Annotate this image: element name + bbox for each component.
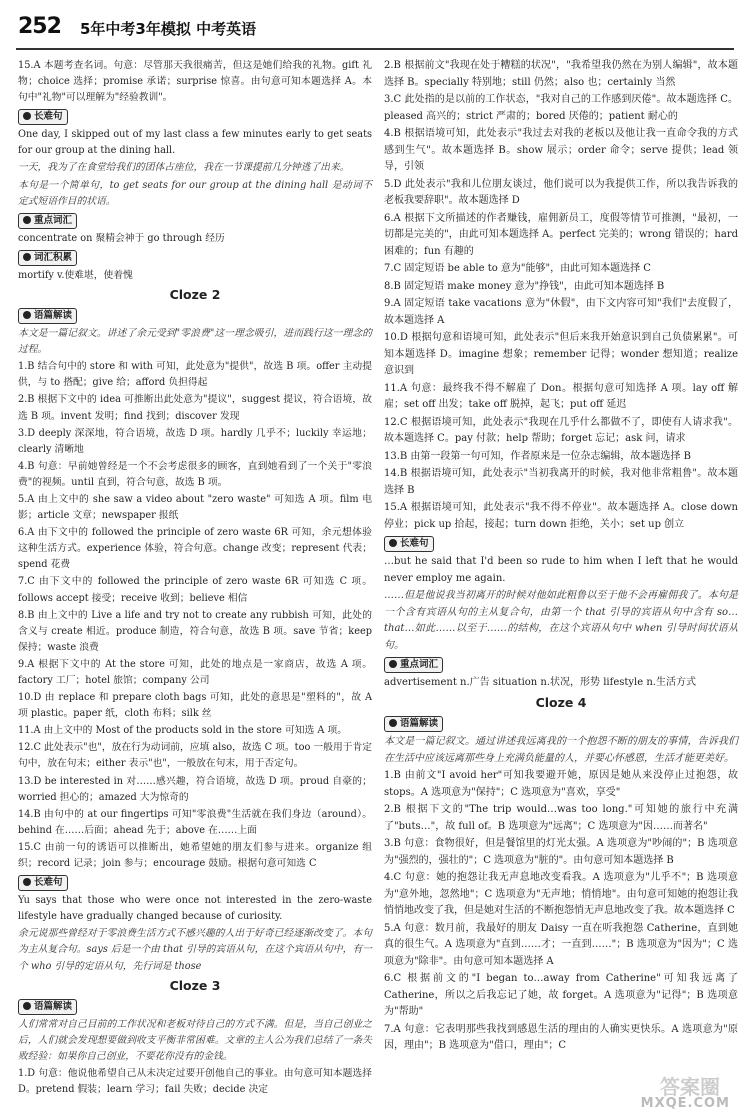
badge-label: 长难句	[400, 538, 429, 549]
page-header	[0, 0, 750, 50]
answer-paragraph: 1.D 句意：他说他希望自己从未决定过要开创他自己的事业。由句意可知本题选择 D。pretend 假装；learn 学习；fail 失败；decide 决定	[18, 1067, 372, 1096]
answer-paragraph: 15.A 根据语境可知，此处表示"我不得不停业"。故本题选择 A。close down 停业；pick up 拾起，接起；turn down 拒绝，关小；set up 创立	[384, 502, 738, 530]
answer-paragraph: 4.C 句意：她的抱怨让我无声息地改变看我。A 选项意为"儿乎不"；B 选项意为"意外地，忽然地"；C 选项意为"无声地；悄悄地"。由句意可知她的抱怨让我悄悄地改变了我，但是她对生活的不断抱怨悄无声息地改变了我。故本题选择 C	[384, 872, 738, 916]
answer-paragraph: 3.C 此处指的是以前的工作状态，"我对自己的工作感到厌倦"。故本题选择 C。pleased 高兴的；strict 严肃的；bored 厌倦的；patient 耐心的	[384, 94, 738, 122]
badge-label: 语篇解读	[400, 718, 439, 729]
answer-paragraph: 14.B 根据语境可知，此处表示"当初我离开的时候，我对他非常粗鲁"。故本题选择 B	[384, 468, 738, 496]
badge-row	[18, 306, 372, 326]
answer-paragraph: 12.C 根据语境可知，此处表示"我现在几乎什么都做不了，即使有人请求我"。故本题选择 C。pay 付款；help 帮助；forget 忘记；ask 问，请求	[384, 416, 738, 444]
badge-dot-icon	[23, 216, 31, 224]
badge-label: 语篇解读	[34, 1000, 73, 1012]
badge-label: 语篇解读	[34, 310, 73, 322]
annotation-note: 人们常常对自己目前的工作状况和老板对待自己的方式不满。但是，当自己创业之后，人们就会发现想要做到收支平衡非常困难。文章的主人公为我们总结了一条失败经验：如果你自己创业，不要花你没有的金钱。	[18, 1018, 372, 1062]
badge-row	[384, 534, 738, 554]
answer-paragraph: 13.B 由第一段第一句可知，作者原来是一位杂志编辑，故本题选择 B	[384, 450, 691, 462]
annotation-note: 一天，我为了在食堂给我们的团体占座位，我在一节课提前几分钟逃了出来。	[18, 162, 350, 174]
cloze-title: Cloze 2	[169, 286, 221, 302]
badge-label: 长难句	[34, 877, 63, 889]
answer-paragraph: 5.A 由上文中的 she saw a video about "zero waste" 可知选 A 项。film 电影；article 文章；newspaper 报纸	[18, 493, 372, 522]
answer-paragraph: advertisement n.广告 situation n.状况，形势 lifestyle n.生活方式	[384, 677, 696, 688]
section-badge	[384, 657, 443, 673]
badge-dot-icon	[23, 253, 31, 261]
answer-paragraph: 4.B 句意：早前她曾经是一个不会考虑很多的顾客，直到她看到了一个关于"零浪费"的视频。until 直到，符合句意，故选 B 项。	[18, 460, 372, 488]
page-number: 252	[18, 14, 61, 39]
badge-dot-icon	[23, 1002, 31, 1010]
answer-paragraph: concentrate on 聚精会神于 go through 经历	[18, 232, 225, 244]
badge-row	[18, 107, 372, 127]
cloze-title: Cloze 3	[169, 977, 221, 993]
answer-paragraph: 10.D 由 replace 和 prepare cloth bags 可知，此处的意思是"塑料的"，故 A 项 plastic。paper 纸，cloth 布料；silk 丝	[18, 692, 372, 720]
answer-paragraph: 9.A 固定短语 take vacations 意为"休假"，由下文内容可知"我们"去度假了，故本题选择 A	[384, 298, 738, 326]
section-badge	[18, 875, 68, 891]
answer-paragraph: mortify v.使难堪，使着愧	[18, 269, 133, 281]
answer-paragraph: 6.A 根据下文所描述的作者赚钱，雇佣新员工，度假等情节可推测，"最初，一切都是完美的"，由此可知本题选择 A。perfect 完美的；wrong 错误的；hard 困难的；fun 有趣的	[384, 212, 738, 257]
header-rule	[16, 48, 734, 50]
badge-label: 重点词汇	[400, 659, 439, 670]
section-badge	[384, 536, 434, 552]
badge-row	[384, 714, 738, 734]
answer-paragraph: 13.D be interested in 对……感兴趣，符合语境，故选 D 项。proud 自豪的；worried 担心的；amazed 大为惊奇的	[18, 775, 372, 803]
left-column	[18, 58, 372, 1099]
badge-dot-icon	[389, 539, 397, 547]
section-badge	[18, 250, 77, 266]
watermark-logo: 答案圈	[660, 1075, 720, 1099]
answer-paragraph: 12.C 此处表示"也"，放在行为动词前，应填 also，故选 C 项。too 一般用于肯定句中，放在句末；either 表示"也"，一般放在句末，用于否定句。	[18, 742, 372, 770]
badge-row	[384, 655, 738, 675]
badge-row	[18, 997, 372, 1017]
annotation-note: 余元说那些曾经对于零浪费生活方式不感兴趣的人出于好奇已经逐渐改变了。本句为主从复合句。says 后是一个由 that 引导的宾语从句，在这个宾语从句中，有一个 who 引导的定语从句，先行词是 those	[18, 928, 372, 972]
answer-paragraph: 2.B 根据下文中的 idea 可推断出此处意为"提议"，suggest 提议，符合语境，故选 B 项。invent 发明；find 找到；discover 发现	[18, 394, 372, 422]
section-badge	[384, 716, 443, 732]
answer-paragraph: 14.B 由句中的 at our fingertips 可知"零浪费"生活就在我们身边（around）。behind 在……后面；ahead 先于；above 在……上面	[18, 808, 372, 836]
badge-label: 长难句	[34, 111, 63, 123]
section-badge	[18, 213, 77, 229]
answer-paragraph: 8.B 固定短语 make money 意为"挣钱"，由此可知本题选择 B	[384, 280, 665, 292]
answer-paragraph: 2.B 根据前文"我现在处于糟糕的状况"，"我希望我仍然在为别人编辑"，故本题选择 B。specially 特别地；still 仍然；also 也；certainly 当然	[384, 60, 738, 88]
answer-paragraph: 11.A 句意：最终我不得不解雇了 Don。根据句意可知选择 A 项。lay off 解雇；set off 出发；take off 脱掉，起飞；put off 延迟	[384, 382, 738, 410]
right-column	[384, 58, 738, 1056]
badge-dot-icon	[23, 311, 31, 319]
answer-paragraph: One day, I skipped out of my last class a few minutes early to get seats for our group at the dining hall.	[18, 129, 372, 157]
annotation-note: ……但是他说我当初离开的时候对他如此粗鲁以至于他不会再雇佣我了。本句是一个含有宾语从句的主从复合句，由第一个 that 引导的宾语从句中含有 so…that…如此……以至于……的结构，在这个宾语从句中 when 引导时间状语从句。	[384, 590, 738, 651]
answer-paragraph: 1.B 结合句中的 store 和 with 可知，此处意为"提供"，故选 B 项。offer 主动提供，与 to 搭配；give 给；afford 负担得起	[18, 361, 372, 389]
watermark	[600, 1071, 730, 1111]
answer-paragraph: 4.B 根据语境可知，此处表示"我过去对我的老板以及他让我一直命令我的方式感到生气"。故本题选择 B。show 展示；order 命令；serve 提供；lead 领导，引领	[384, 128, 738, 172]
answer-paragraph: …but he said that I'd been so rude to him when I left that he would never employ me again.	[384, 556, 738, 584]
section-badge	[18, 999, 77, 1015]
answer-paragraph: 3.D deeply 深深地，符合语境，故选 D 项。hardly 几乎不；luckily 幸运地；clearly 清晰地	[18, 427, 372, 455]
answer-paragraph: 10.D 根据句意和语境可知，此处表示"但后来我开始意识到自己负债累累"。可知本题选择 D。imagine 想象；remember 记得；wonder 想知道；realize 意识到	[384, 332, 738, 376]
badge-dot-icon	[389, 719, 397, 727]
answer-paragraph: 8.B 由上文中的 Live a life and try not to create any rubbish 可知，此处的含义与 create 相近。produce 制造，符合句意，故选 B 项。save 节省；keep 保持；waste 浪费	[18, 609, 372, 653]
answer-paragraph: 5.A 句意：数月前，我最好的朋友 Daisy 一直在听我抱怨 Catherine，直到她真的很生气。A 选项意为"直到……才；一直到……"；B 选项意为"因为"；C 选项意为"除非"。由句意可知本题选择 A	[384, 922, 738, 967]
answer-paragraph: 9.A 根据下文中的 At the store 可知，此处的地点是一家商店，故选 A 项。factory 工厂；hotel 旅馆；company 公司	[18, 658, 372, 686]
answer-paragraph: 6.C 根据前文的"I began to…away from Catherine"可知我远离了 Catherine，所以之后我忘记了她，故 forget。A 选项意为"记得"；B 选项意为"帮助"	[384, 973, 738, 1017]
answer-paragraph: 7.C 固定短语 be able to 意为"能够"，由此可知本题选择 C	[384, 263, 651, 274]
answer-paragraph: Yu says that those who were once not interested in the zero-waste lifestyle have gradually changed because of curiosity.	[18, 895, 372, 923]
badge-label: 词汇积累	[34, 251, 73, 263]
answer-paragraph: 7.A 句意：它表明那些我找到感恩生活的理由的人确实更快乐。A 选项意为"原因，理由"；B 选项意为"借口，理由"；C	[384, 1023, 738, 1051]
answer-paragraph: 7.C 由下文中的 followed the principle of zero waste 6R 可知选 C 项。follows accept 接受；receive 收到；believe 相信	[18, 576, 372, 604]
section-badge	[18, 109, 68, 125]
annotation-note: 本句是一个简单句，to get seats for our group at the dining hall 是动词不定式短语作目的状语。	[18, 179, 372, 207]
badge-dot-icon	[389, 660, 397, 668]
answer-paragraph: 15.A 本题考查名词。句意：尽管那天我很痛苦，但这是她们给我的礼物。gift 礼物；choice 选择；promise 承诺；surprise 惊喜。由句意可知本题选择 A。本句中"礼物"可以理解为"经验教训"。	[18, 60, 372, 104]
annotation-note: 本文是一篇记叙文。讲述了余元受到"零浪费"这一理念吸引，进而践行这一理念的过程。	[18, 328, 372, 356]
badge-row	[18, 211, 372, 231]
badge-row	[18, 873, 372, 893]
badge-label: 重点词汇	[34, 214, 73, 226]
answer-paragraph: 15.C 由前一句的诱语可以推断出，她希望她的朋友们参与进来。organize 组织；record 记录；join 参与；encourage 鼓励。根据句意可知选 C	[18, 841, 372, 870]
badge-row	[18, 248, 372, 268]
section-badge	[18, 308, 77, 324]
answer-paragraph: 1.B 由前文"I avoid her"可知我要避开她，原因是她从来没停止过抱怨，故 stops。A 选项意为"保持"；C 选项意为"喜欢，享受"	[384, 770, 738, 798]
answer-paragraph: 2.B 根据下文的"The trip would…was too long."可知她的旅行中充满了"buts…"，故 full of。B 选项意为"远离"；C 选项意为"因……而著名"	[384, 804, 738, 832]
badge-dot-icon	[23, 878, 31, 886]
answer-paragraph: 6.A 由下文中的 followed the principle of zero waste 6R 可知，余元想体验这种生活方式。experience 体验，符合句意。change 改变；represent 代表；spend 花费	[18, 527, 372, 571]
badge-dot-icon	[23, 112, 31, 120]
book-series-title: 5年中考3年模拟 中考英语	[80, 20, 257, 38]
answer-paragraph: 11.A 由上文中的 Most of the products sold in the store 可知选 A 项。	[18, 725, 347, 737]
answer-paragraph: 5.D 此处表示"我和儿位朋友谈过，他们说可以为我提供工作，所以我告诉我的老板我要辞职"。故本题选择 D	[384, 178, 738, 206]
answer-paragraph: 3.B 句意：食物很好，但是餐馆里的灯光太强。A 选项意为"吵闹的"；B 选项意为"强烈的，强壮的"；C 选项意为"脏的"。由句意可知本题选择 B	[384, 838, 738, 866]
cloze-title: Cloze 4	[535, 694, 587, 710]
annotation-note: 本文是一篇记叙文。通过讲述我远离我的一个抱怨不断的朋友的事情，告诉我们在生活中应该远离那些身上充满负能量的人，并要心怀感恩，生活才能更美好。	[384, 736, 738, 764]
watermark-text: MXQE.COM	[640, 1096, 730, 1111]
